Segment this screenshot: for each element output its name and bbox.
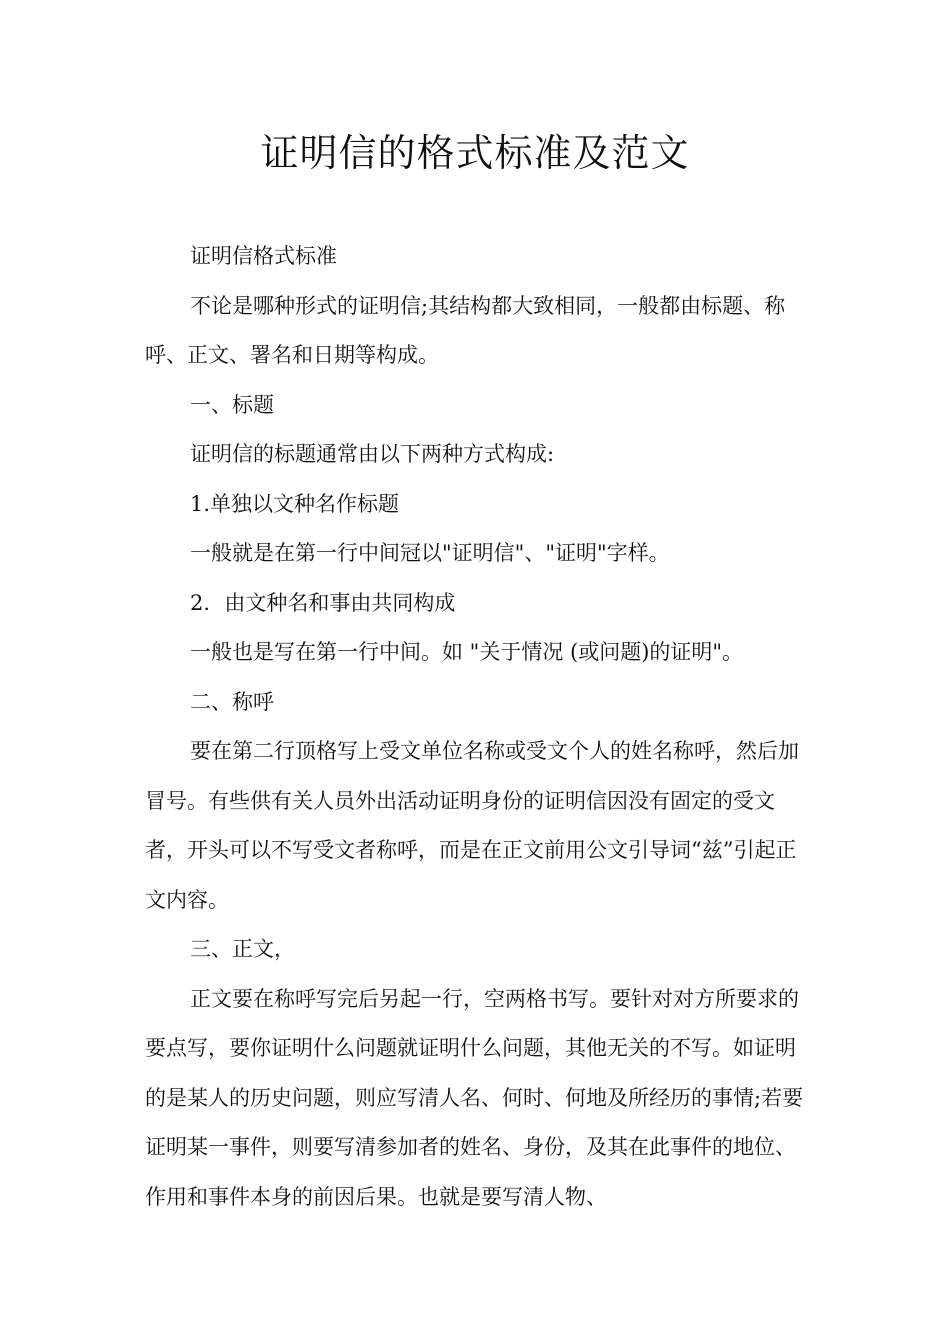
- document-title: 证明信的格式标准及范文: [260, 131, 690, 175]
- paragraph-single-type: 一般就是在第一行中间冠以"证明信"、"证明"字样。: [190, 541, 670, 565]
- document-body: [145, 232, 810, 1222]
- paragraph-title-intro: 证明信的标题通常由以下两种方式构成:: [190, 442, 555, 466]
- subheading-single-type: 1.单独以文种名作标题: [190, 491, 400, 516]
- section-heading-body: 三、正文，: [190, 937, 295, 961]
- subheading-combined-type: 2．由文种名和事由共同构成: [190, 590, 456, 615]
- paragraph-combined-type: 一般也是写在第一行中间。如 "关于情况 (或问题)的证明"。: [190, 640, 744, 664]
- section-heading-title: 一、标题: [190, 392, 274, 417]
- paragraph-body: 正文要在称呼写完后另起一行，空两格书写。要针对对方所要求的要点写，要你证明什么问题就证明什么问题，其他无关的不写。如证明的是某人的历史问题，则应写清人名、何时、何地及所经历的事情;若要证明某一事件，则要写清参加者的姓名、身份，及其在此事件的地位、作用和事件本身的前因后果。也就是要写清人物、: [145, 986, 804, 1209]
- section-heading-salutation: 二、称呼: [190, 689, 274, 714]
- paragraph-format-heading: 证明信格式标准: [190, 244, 337, 268]
- paragraph-structure-intro: 不论是哪种形式的证明信;其结构都大致相同，一般都由标题、称呼、正文、署名和日期等构成。: [145, 293, 786, 367]
- paragraph-salutation: 要在第二行顶格写上受文单位名称或受文个人的姓名称呼，然后加冒号。有些供有关人员外出活动证明身份的证明信因没有固定的受文者，开头可以不写受文者称呼，而是在正文前用公文引导词“兹”引起正文内容。: [145, 739, 799, 912]
